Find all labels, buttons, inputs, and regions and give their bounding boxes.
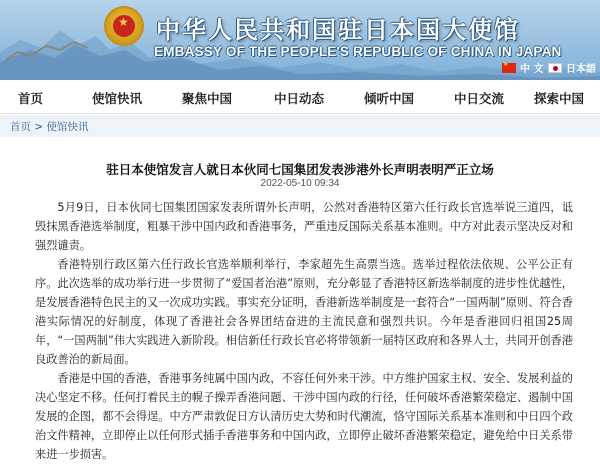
nav-item-china-japan-exchange[interactable]: 中日交流 bbox=[454, 91, 505, 106]
site-title-cn: 中华人民共和国驻日本国大使馆 bbox=[156, 15, 520, 44]
article-paragraph: 5月9日，日本伙同七国集团国家发表所谓外长声明，公然对香港特区第六任行政长官选举说三道四，诋毁抹黑香港选举制度，粗暴干涉中国内政和香港事务，严重违反国际关系基本准则。中方对此表示坚决反对和强烈谴责。 bbox=[35, 201, 573, 252]
japan-flag-icon bbox=[548, 63, 562, 73]
lang-switch-ja[interactable] bbox=[548, 60, 596, 75]
lang-ja-label: 日本語 bbox=[566, 64, 596, 75]
breadcrumb-bar bbox=[0, 115, 600, 137]
breadcrumb-current-link[interactable]: 使馆快讯 bbox=[46, 121, 89, 133]
nav-item-china-japan-news[interactable]: 中日动态 bbox=[274, 91, 325, 106]
breadcrumb-home-link[interactable]: 首页 bbox=[10, 121, 31, 133]
header-banner bbox=[0, 0, 600, 80]
national-emblem-icon[interactable]: ★ bbox=[104, 6, 144, 46]
main-nav bbox=[0, 80, 600, 114]
lang-switch-zh[interactable] bbox=[502, 60, 543, 75]
site-title-en: EMBASSY OF THE PEOPLE'S REPUBLIC OF CHINA IN JAPAN bbox=[154, 44, 562, 59]
article-paragraph: 香港是中国的香港，香港事务纯属中国内政，不容任何外来干涉。中方维护国家主权、安全、发展利益的决心坚定不移。任何打着民主的幌子操弄香港问题、干涉中国内政的行径，任何破坏香港繁荣稳定、遏制中国发展的企图，都不会得逞。中方严肃敦促日方认清历史大势和时代潮流，恪守国际关系基本准则和中日四个政治文件精神，立即停止以任何形式插手香港事务和中国内政，立即停止破坏香港繁荣稳定，避免给中日关系带来进一步损害。 bbox=[35, 372, 573, 461]
article-date: 2022-05-10 09:34 bbox=[260, 178, 340, 189]
lang-zh-label: 中 文 bbox=[520, 64, 544, 75]
article-paragraph: 香港特别行政区第六任行政长官选举顺利举行，李家超先生高票当选。选举过程依法依规、公平公正有序。此次选举的成功举行进一步贯彻了“爱国者治港”原则，充分彰显了香港特区新选举制度的进步性优越性，是发展香港特色民主的又一次成功实践。事实充分证明，香港新选举制度是一套符合“一国两制”原则、符合香港实际情况的好制度，体现了香港社会各界团结奋进的主流民意和强烈共识。今年是香港回归祖国25周年，“一国两制”伟大实践进入新阶段。相信新任行政长官必将带领新一届特区政府和各界人士，共同开创香港良政善治的新局面。 bbox=[35, 258, 573, 366]
nav-item-explore-china[interactable]: 探索中国 bbox=[534, 91, 585, 106]
breadcrumb bbox=[10, 119, 89, 134]
nav-item-focus-china[interactable]: 聚焦中国 bbox=[182, 91, 233, 106]
nav-item-home[interactable]: 首页 bbox=[18, 91, 44, 106]
china-flag-icon bbox=[502, 63, 516, 73]
article-body bbox=[35, 198, 573, 464]
article-title: 驻日本使馆发言人就日本伙同七国集团发表涉港外长声明表明严正立场 bbox=[106, 162, 494, 177]
nav-item-embassy-news[interactable]: 使馆快讯 bbox=[92, 91, 143, 106]
breadcrumb-separator: > bbox=[34, 121, 44, 133]
nav-item-listen-china[interactable]: 倾听中国 bbox=[364, 91, 415, 106]
